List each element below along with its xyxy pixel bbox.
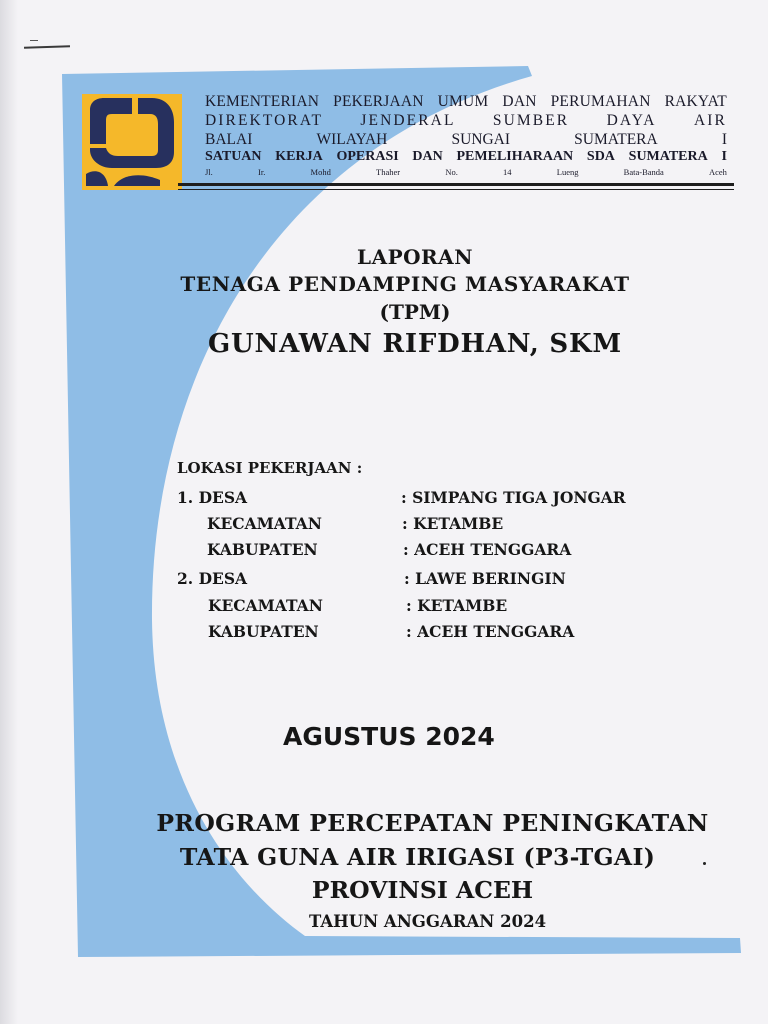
letterhead-word: RAKYAT	[664, 93, 727, 110]
letterhead-word: Mohd	[310, 167, 331, 177]
letterhead-word: KERJA	[275, 149, 323, 164]
letterhead-word: DAN	[502, 93, 537, 110]
letterhead-word: OPERASI	[336, 149, 399, 164]
letterhead-word: SUMATERA	[628, 149, 708, 164]
letterhead-word: Jl.	[205, 167, 213, 177]
letterhead-rule-thick	[178, 183, 734, 186]
letterhead-word: BALAI	[205, 131, 253, 148]
letterhead-word: PEMELIHARAAN	[456, 149, 574, 164]
location-label: KABUPATEN	[208, 622, 319, 641]
letterhead-word: SATUAN	[205, 149, 262, 164]
location-label: KECAMATAN	[207, 514, 322, 533]
letterhead-word: PERUMAHAN	[550, 93, 651, 110]
program-province: PROVINSI ACEH	[311, 876, 534, 904]
location-value: : LAWE BERINGIN	[404, 569, 566, 588]
letterhead-ministry	[205, 93, 727, 112]
letterhead-word: SUMBER	[492, 112, 570, 129]
letterhead-word: Bata-Banda	[623, 167, 664, 177]
location-heading: LOKASI PEKERJAAN :	[177, 459, 363, 477]
letterhead-word: I	[721, 131, 727, 148]
letterhead-word: DIREKTORAT	[205, 112, 324, 129]
letterhead-word: Lueng	[556, 167, 579, 177]
report-subtitle: TENAGA PENDAMPING MASYARAKAT	[180, 272, 630, 296]
report-title: LAPORAN	[357, 245, 473, 269]
letterhead-balai	[205, 131, 727, 149]
letterhead-word: Ir.	[258, 167, 266, 177]
letterhead-address	[205, 166, 727, 179]
location-label: 2. DESA	[177, 569, 248, 588]
stray-dot	[703, 862, 706, 865]
location-value: : KETAMBE	[406, 596, 508, 615]
letterhead-word: WILAYAH	[316, 131, 388, 148]
letterhead-word: SUNGAI	[451, 131, 511, 148]
program-fiscal-year: TAHUN ANGGARAN 2024	[308, 912, 547, 931]
letterhead-word: AIR	[693, 112, 727, 129]
report-author-name: GUNAWAN RIFDHAN, SKM	[208, 329, 622, 359]
letterhead-word: I	[721, 149, 727, 164]
program-line-1: PROGRAM PERCEPATAN PENINGKATAN	[156, 809, 709, 837]
letterhead-word: PEKERJAAN	[333, 93, 424, 110]
location-label: KECAMATAN	[208, 596, 323, 615]
pupr-logo-icon	[82, 94, 182, 190]
location-label: KABUPATEN	[207, 540, 318, 559]
letterhead-word: 14	[503, 167, 512, 177]
location-value: : ACEH TENGGARA	[403, 540, 572, 559]
letterhead-satker	[205, 149, 727, 166]
letterhead-word: DAN	[412, 149, 443, 164]
location-label: 1. DESA	[177, 488, 248, 507]
letterhead-word: SUMATERA	[574, 131, 658, 148]
letterhead-word: Thaher	[376, 167, 401, 177]
letterhead-directorate	[205, 112, 727, 131]
letterhead-word: DAYA	[606, 112, 657, 129]
letterhead-word: UMUM	[437, 93, 489, 110]
letterhead-word: KEMENTERIAN	[205, 93, 320, 110]
letterhead-word: SDA	[586, 149, 615, 164]
letterhead-word: JENDERAL	[360, 112, 456, 129]
letterhead-word: Aceh	[709, 167, 727, 177]
letterhead-word: No.	[445, 167, 458, 177]
location-value: : ACEH TENGGARA	[406, 622, 575, 641]
report-abbreviation: (TPM)	[379, 300, 451, 324]
report-period: AGUSTUS 2024	[283, 722, 495, 751]
location-value: : KETAMBE	[402, 514, 504, 533]
location-value: : SIMPANG TIGA JONGAR	[401, 488, 626, 507]
letterhead-rule-thin	[178, 189, 734, 190]
program-line-2: TATA GUNA AIR IRIGASI (P3-TGAI)	[179, 843, 656, 871]
letterhead	[205, 93, 727, 179]
